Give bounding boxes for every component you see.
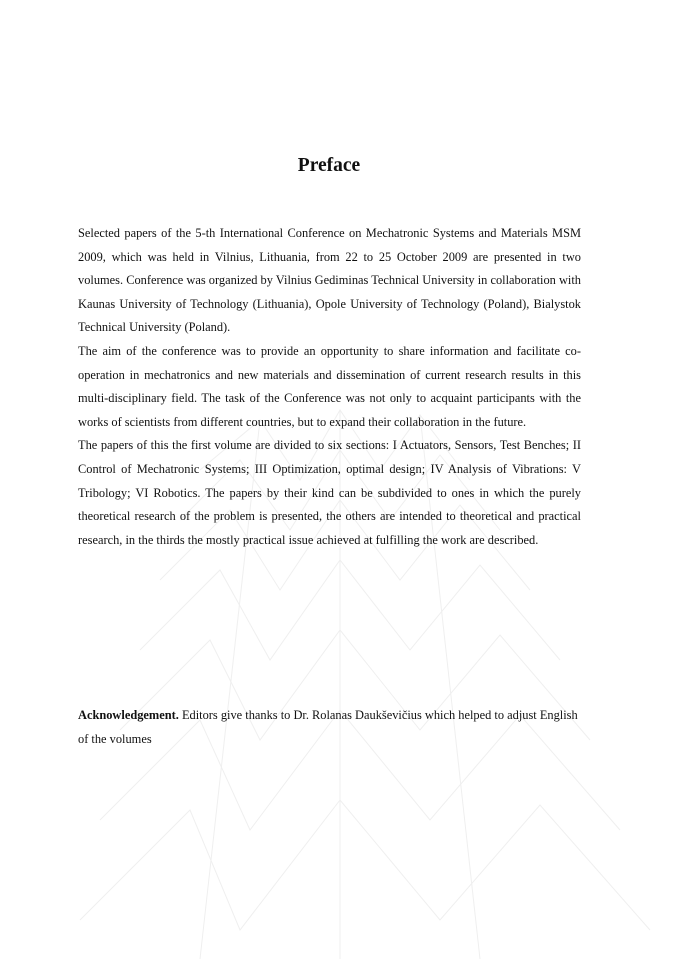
page-title: Preface <box>297 155 361 176</box>
acknowledgement-text: Editors give thanks to Dr. Rolanas Daukševičius which helped to adjust English of the volumes <box>78 708 578 746</box>
preface-paragraph-1: Selected papers of the 5-th International Conference on Mechatronic Systems and Materials MSM 2009, which was held in Vilnius, Lithuania, from 22 to 25 October 2009 are presented in two volumes. Conference was organized by Vilnius Gediminas Technical University in collaboration with Kaunas University of Technology (Lithuania), Opole University of Technology (Poland), Bialystok Technical University (Poland). <box>78 226 581 335</box>
preface-body <box>78 222 581 552</box>
preface-paragraph-2: The aim of the conference was to provide an opportunity to share information and facilitate co-operation in mechatronics and new materials and dissemination of current research results in this multi-disciplinary field. The task of the Conference was not only to acquaint participants with the works of scientists from different countries, but to expand their collaboration in the future. <box>78 343 581 429</box>
acknowledgement <box>78 703 581 751</box>
acknowledgement-label: Acknowledgement. <box>78 708 179 722</box>
preface-paragraph-3: The papers of this the first volume are divided to six sections: I Actuators, Sensors, Test Benches; II Control of Mechatronic Systems; III Optimization, optimal design; IV Analysis of Vibrations: V Tribology; VI Robotics. The papers by their kind can be subdivided to ones in which the purely theoretical research of the problem is presented, the others are intended to theoretical and practical research, in the thirds the mostly practical issue achieved at fulfilling the work are described. <box>78 438 581 547</box>
